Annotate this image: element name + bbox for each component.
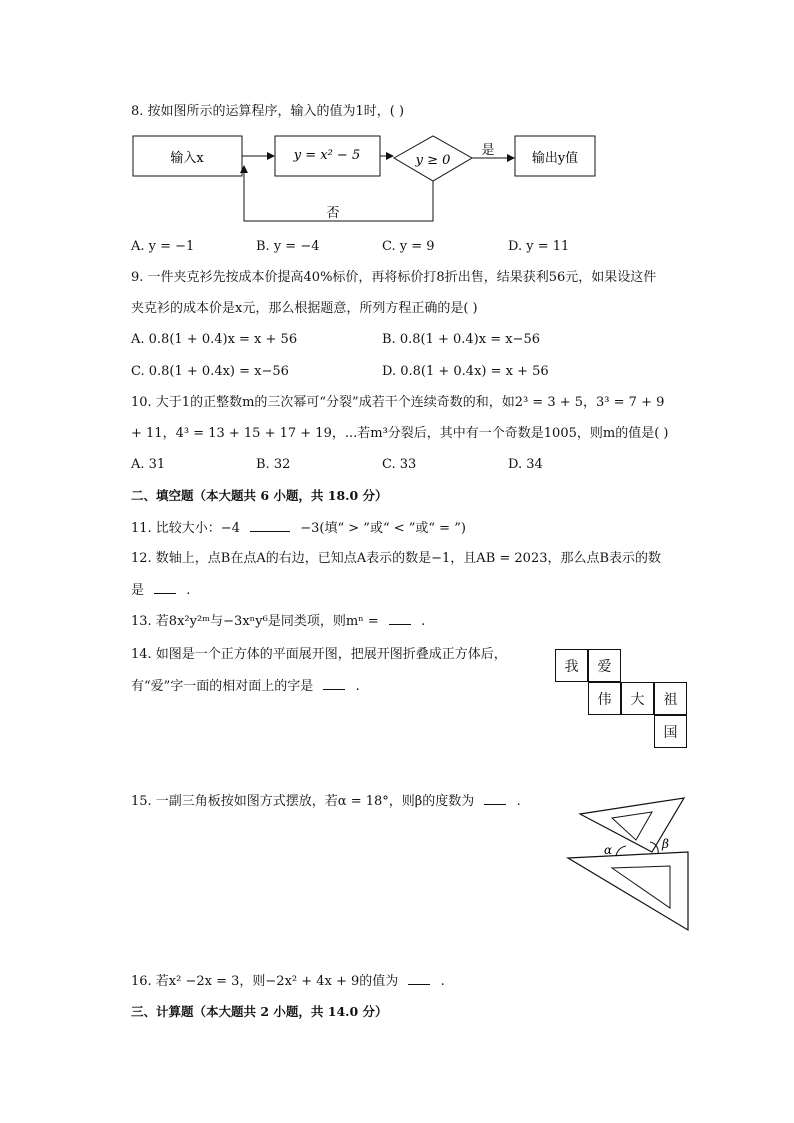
flow-yes-label: 是 (481, 143, 495, 158)
flow-input-label: 输入x (170, 151, 204, 166)
q16-text-b: . (440, 974, 445, 989)
q9-line2: 夹克衫的成本价是x元，那么根据题意，所列方程正确的是( ) (131, 301, 478, 316)
q8-stem: 8. 按如图所示的运算程序，输入的值为1时，( ) (131, 104, 405, 119)
q10-option-b: B. 32 (256, 457, 291, 472)
q13-answer-blank (389, 612, 411, 625)
q9-option-a: A. 0.8(1 + 0.4)x = x + 56 (131, 332, 298, 347)
q12-line1: 12. 数轴上，点B在点A的右边，已知点A表示的数是−1，且AB = 2023，那么点B表示的数 (131, 551, 662, 566)
beta-label: β (662, 837, 669, 851)
q10-option-a: A. 31 (131, 457, 166, 472)
q13 (131, 612, 425, 631)
alpha-label: α (604, 843, 613, 857)
q15-answer-blank (484, 792, 506, 805)
cube-net-cell: 爱 (588, 649, 621, 682)
q14-line2 (131, 677, 360, 696)
q12-answer-blank (154, 581, 176, 594)
cube-net-cell: 我 (555, 649, 588, 682)
section-2-heading: 二、填空题（本大题共 6 小题，共 18.0 分） (131, 488, 388, 503)
q8-option-d: D. y = 11 (508, 239, 570, 254)
q14-text-a: 有“爱”字一面的相对面上的字是 (131, 679, 314, 694)
q15 (131, 792, 521, 811)
q8-option-b: B. y = −4 (256, 239, 320, 254)
q13-text-b: . (421, 614, 426, 629)
q16-text-a: 16. 若x² −2x = 3，则−2x² + 4x + 9的值为 (131, 974, 399, 989)
q10-line1: 10. 大于1的正整数m的三次幂可“分裂”成若干个连续奇数的和，如2³ = 3 + 5，3³ = 7 + 9 (131, 395, 665, 410)
flow-output-label: 输出y值 (531, 151, 579, 166)
q9-option-c: C. 0.8(1 + 0.4x) = x−56 (131, 364, 289, 379)
cube-net-cell: 祖 (654, 682, 687, 715)
cube-net-cell: 伟 (588, 682, 621, 715)
q8-option-a: A. y = −1 (131, 239, 195, 254)
q15-text-a: 15. 一副三角板按如图方式摆放，若α = 18°，则β的度数为 (131, 794, 475, 809)
flow-no-label: 否 (326, 206, 340, 221)
q14-line1: 14. 如图是一个正方体的平面展开图，把展开图折叠成正方体后， (131, 647, 507, 662)
q10-option-d: D. 34 (508, 457, 543, 472)
q11-answer-blank (250, 519, 290, 532)
q16-answer-blank (408, 972, 430, 985)
q12-text-b: . (186, 583, 191, 598)
q10-option-c: C. 33 (382, 457, 417, 472)
q16 (131, 972, 445, 991)
q11-text-b: −3(填“ > ”或“ < ”或“ = ”) (300, 521, 466, 536)
q9-option-d: D. 0.8(1 + 0.4x) = x + 56 (382, 364, 549, 379)
cube-net-cell: 国 (654, 715, 687, 748)
section-3-heading: 三、计算题（本大题共 2 小题，共 14.0 分） (131, 1004, 388, 1019)
q13-text-a: 13. 若8x²y²ᵐ与−3xⁿy⁶是同类项，则mⁿ = (131, 614, 379, 629)
flowchart-diagram (125, 128, 605, 228)
cube-net-cell: 大 (621, 682, 654, 715)
q11 (131, 519, 466, 538)
q8-option-c: C. y = 9 (382, 239, 435, 254)
q14-text-b: . (355, 679, 360, 694)
q9-line1: 9. 一件夹克衫先按成本价提高40%标价，再将标价打8折出售，结果获利56元，如果设这件 (131, 270, 657, 285)
q12-line2 (131, 581, 190, 600)
q15-text-b: . (516, 794, 521, 809)
q12-text-a: 是 (131, 583, 145, 598)
flow-compute-label: y = x² − 5 (293, 148, 361, 163)
q9-option-b: B. 0.8(1 + 0.4)x = x−56 (382, 332, 540, 347)
q10-line2: + 11，4³ = 13 + 15 + 17 + 19，...若m³分裂后，其中有一个奇数是1005，则m的值是( ) (131, 426, 669, 441)
q14-answer-blank (323, 677, 345, 690)
triangle-rulers-figure (560, 792, 700, 934)
q11-text-a: 11. 比较大小：−4 (131, 521, 240, 536)
flow-condition-label: y ≥ 0 (415, 153, 451, 168)
